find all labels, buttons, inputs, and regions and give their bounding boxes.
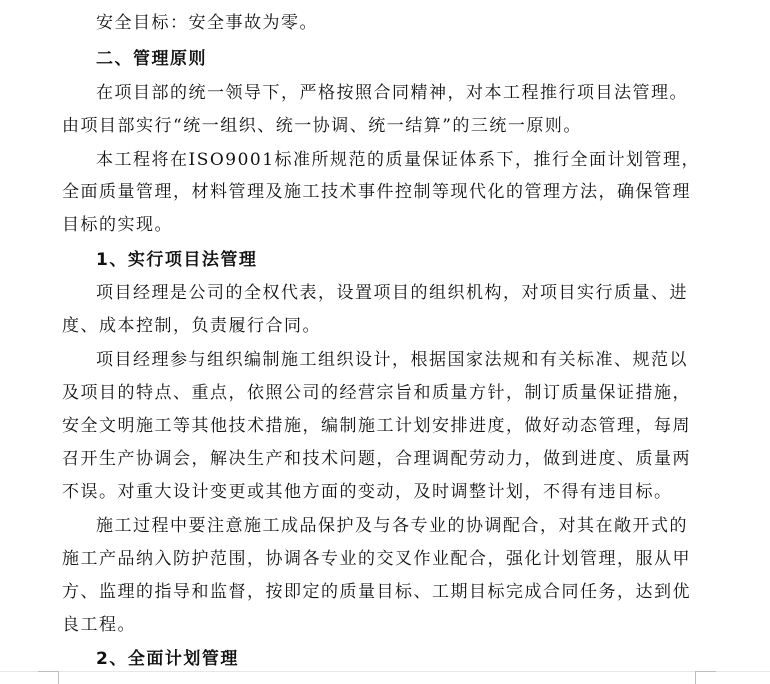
subsection-heading-overall-planning: 2、全面计划管理 — [96, 649, 239, 669]
paragraph-line: 项目经理是公司的全权代表，设置项目的组织机构，对项目实行质量、进 — [96, 283, 688, 303]
paragraph-line: 安全文明施工等其他技术措施，编制施工计划安排进度，做好动态管理，每周 — [62, 416, 691, 436]
paragraph-line: 由项目部实行“统一组织、统一协调、统一结算”的三统一原则。 — [62, 116, 582, 136]
page-boundary-line — [0, 671, 770, 672]
cropped-text-line — [92, 0, 332, 5]
paragraph-line: 及项目的特点、重点，依照公司的经营宗旨和质量方针，制订质量保证措施， — [62, 383, 691, 403]
subsection-heading-project-management: 1、实行项目法管理 — [96, 250, 258, 270]
paragraph-line: 全面质量管理，材料管理及施工技术事件控制等现代化的管理方法，确保管理 — [62, 182, 691, 202]
paragraph-line: 项目经理参与组织编制施工组织设计，根据国家法规和有关标准、规范以 — [96, 350, 688, 370]
paragraph-line: 召开生产协调会，解决生产和技术问题，合理调配劳动力，做到进度、质量两 — [62, 449, 691, 469]
paragraph-line: 目标的实现。 — [62, 215, 173, 235]
paragraph-line: 良工程。 — [62, 615, 136, 635]
paragraph-line: 方、监理的指导和监督，按即定的质量目标、工期目标完成合同任务，达到优 — [62, 582, 691, 602]
paragraph-line: 施工过程中要注意施工成品保护及与各专业的协调配合，对其在敞开式的 — [96, 516, 688, 536]
paragraph-line: 施工产品纳入防护范围，协调各专业的交叉作业配合，强化计划管理，服从甲 — [62, 549, 691, 569]
section-heading-management-principles: 二、管理原则 — [96, 49, 207, 69]
margin-corner-mark-left — [38, 671, 59, 684]
paragraph-line: 不误。对重大设计变更或其他方面的变动，及时调整计划，不得有违目标。 — [62, 482, 673, 502]
paragraph-line: 在项目部的统一领导下，严格按照合同精神，对本工程推行项目法管理。 — [96, 83, 688, 103]
safety-goal-line: 安全目标：安全事故为零。 — [96, 13, 318, 33]
margin-corner-mark-right — [695, 671, 716, 684]
paragraph-line: 度、成本控制，负责履行合同。 — [62, 316, 321, 336]
paragraph-line: 本工程将在ISO9001标准所规范的质量保证体系下，推行全面计划管理， — [96, 150, 701, 170]
